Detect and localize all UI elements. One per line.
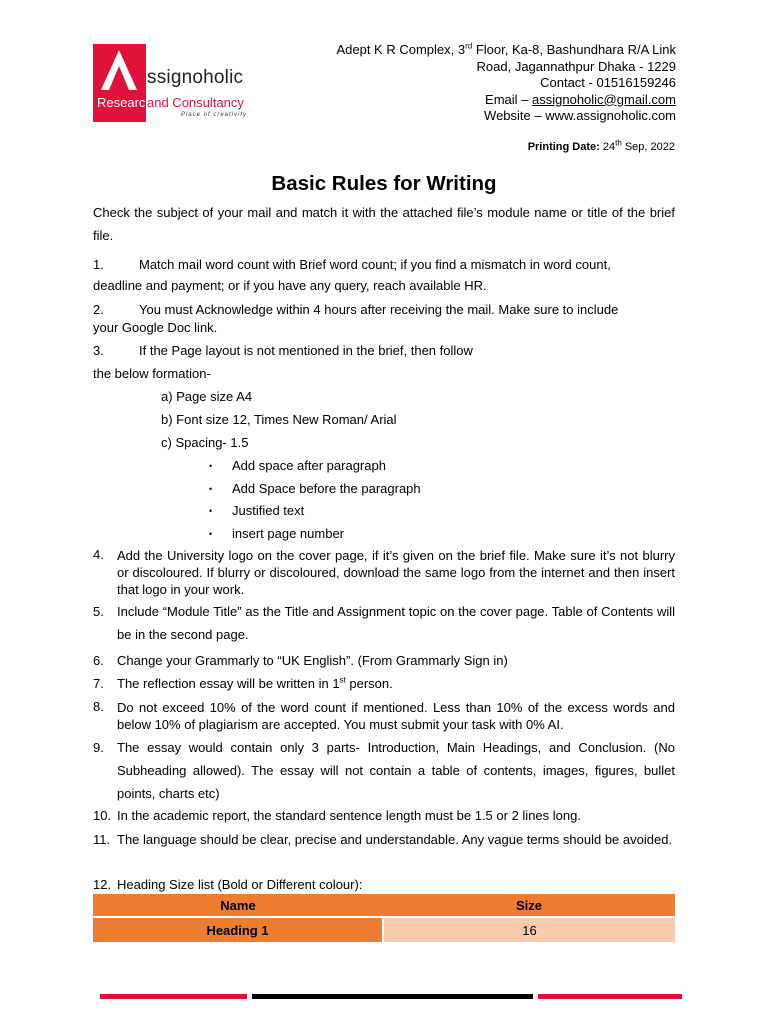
rule-5-text: Include “Module Title” as the Title and Assignment topic on the cover page. Table of Contents will be in the second page. xyxy=(117,604,675,642)
rule-3-number: 3. xyxy=(93,343,104,358)
address-line-2: Road, Jagannathpur Dhaka - 1229 xyxy=(476,58,676,74)
rule-7-text: The reflection essay will be written in 1st person. xyxy=(117,675,393,691)
page-title: Basic Rules for Writing xyxy=(271,172,497,195)
rule-12-number: 12. xyxy=(93,877,112,892)
intro-paragraph: Check the subject of your mail and match it with the attached file’s module name or title of the brief file. xyxy=(93,205,675,243)
printing-date: Printing Date: 24th Sep, 2022 xyxy=(527,138,675,153)
rule-1-text: Match mail word count with Brief word count; if you find a mismatch in word count, xyxy=(139,257,611,272)
contact-line: Contact - 01516159246 xyxy=(540,75,676,90)
rule-12-text: Heading Size list (Bold or Different colour): xyxy=(117,877,363,892)
rule-5-number: 5. xyxy=(93,604,104,619)
bullet-icon: • xyxy=(209,461,213,471)
rule-11-number: 11. xyxy=(93,832,111,847)
email-link[interactable]: assignoholic@gmail.com xyxy=(532,91,676,107)
footer-bar-right xyxy=(538,994,682,999)
formation-item: b) Font size 12, Times New Roman/ Arial xyxy=(161,412,397,427)
email-line: Email – assignoholic@gmail.com xyxy=(485,91,676,107)
table-row xyxy=(93,917,675,942)
rule-6-number: 6. xyxy=(93,653,104,668)
table-cell-size: 16 xyxy=(383,917,675,942)
bullet-item: Justified text xyxy=(232,503,305,518)
rule-10-text: In the academic report, the standard sentence length must be 1.5 or 2 lines long. xyxy=(117,808,581,823)
formation-item: c) Spacing- 1.5 xyxy=(161,435,249,450)
footer-bar-left xyxy=(100,994,247,999)
rule-6-text: Change your Grammarly to “UK English”. (From Grammarly Sign in) xyxy=(117,653,508,668)
rule-9-text: The essay would contain only 3 parts- Introduction, Main Headings, and Conclusion. (No Subheading allowed). The essay will not contain a table of contents, images, figures, bullet points, charts etc) xyxy=(117,740,675,801)
bullet-item: Add space after paragraph xyxy=(232,458,386,473)
rule-1-continuation: deadline and payment; or if you have any query, reach available HR. xyxy=(93,278,487,293)
logo-brand: ssignoholic xyxy=(147,67,244,88)
rule-9-number: 9. xyxy=(93,740,104,755)
rule-3-continuation: the below formation- xyxy=(93,366,211,381)
table-cell-name: Heading 1 xyxy=(93,917,383,942)
column-header-name: Name xyxy=(93,894,383,917)
table-header-row xyxy=(93,894,675,917)
rule-1-number: 1. xyxy=(93,257,104,272)
bullet-icon: • xyxy=(209,506,213,516)
logo-a-icon xyxy=(93,44,146,122)
rule-8-number: 8. xyxy=(93,699,104,714)
bullet-icon: • xyxy=(209,484,213,494)
rule-8-text: Do not exceed 10% of the word count if mentioned. Less than 10% of the excess words and below 10% of plagiarism are accepted. You must submit your task with 0% AI. xyxy=(117,700,675,732)
rule-10-number: 10. xyxy=(93,808,112,823)
rule-7-number: 7. xyxy=(93,676,104,691)
column-header-size: Size xyxy=(383,894,675,917)
website-line: Website – www.assignoholic.com xyxy=(484,108,676,123)
bullet-item: Add Space before the paragraph xyxy=(232,481,421,496)
bullet-icon: • xyxy=(209,529,213,539)
rule-4-text: Add the University logo on the cover page, if it’s given on the brief file. Make sure it’s not blurry or discoloured. If blurry or discoloured, download the same logo from the internet and then insert that logo in your work. xyxy=(117,548,675,597)
logo-mark xyxy=(93,44,146,122)
address-line-1: Adept K R Complex, 3rd Floor, Ka-8, Bashundhara R/A Link xyxy=(336,41,676,57)
logo-research: Research xyxy=(97,95,153,110)
formation-item: a) Page size A4 xyxy=(161,389,253,404)
rule-3-text: If the Page layout is not mentioned in the brief, then follow xyxy=(139,343,473,358)
rule-2-number: 2. xyxy=(93,302,104,317)
rule-2-text: You must Acknowledge within 4 hours after receiving the mail. Make sure to include xyxy=(139,302,619,317)
rule-11-text: The language should be clear, precise and understandable. Any vague terms should be avoided. xyxy=(117,832,673,847)
footer-bar-center xyxy=(252,994,533,999)
bullet-item: insert page number xyxy=(232,526,345,541)
heading-size-table xyxy=(93,894,675,942)
address-block xyxy=(256,42,676,125)
rule-4-number: 4. xyxy=(93,547,104,562)
logo-tagline: Place of creativity xyxy=(181,112,248,118)
logo-consultancy: and Consultancy xyxy=(147,95,244,110)
rule-2-continuation: your Google Doc link. xyxy=(93,320,218,335)
